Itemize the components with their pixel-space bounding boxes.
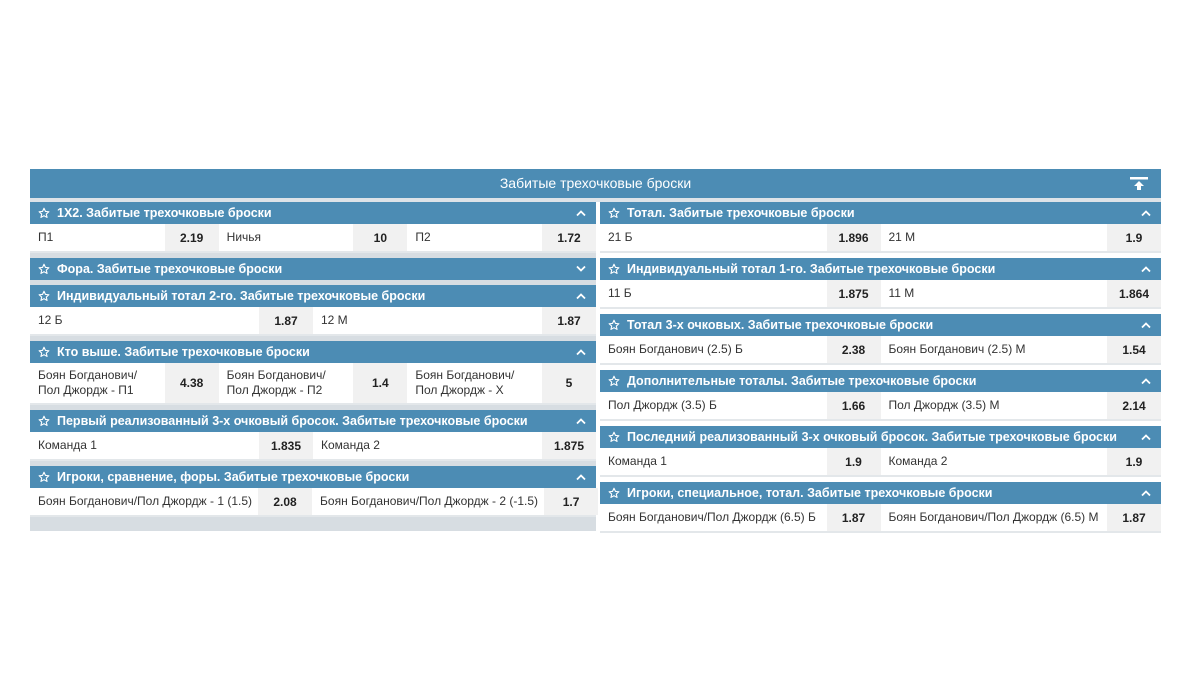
market-first-three	[30, 410, 596, 461]
odd-button[interactable]: 1.875	[542, 432, 596, 459]
outcome-label: П1	[38, 230, 54, 244]
market-header[interactable]	[30, 285, 596, 307]
outcome-label: Команда 2	[888, 454, 948, 468]
star-icon[interactable]	[38, 415, 50, 427]
market-title: Индивидуальный тотал 1-го. Забитые трехочковые броски	[627, 262, 996, 276]
market-header[interactable]	[30, 341, 596, 363]
outcome-label: Боян Богданович/Пол Джордж - X	[415, 368, 515, 397]
widget-title: Забитые трехочковые броски	[499, 175, 692, 191]
outcome-row	[600, 224, 1161, 253]
market-players-special-total	[600, 482, 1161, 533]
star-icon[interactable]	[38, 471, 50, 483]
odd-button[interactable]: 1.896	[827, 224, 881, 251]
market-title: Игроки, специальное, тотал. Забитые трехочковые броски	[627, 486, 993, 500]
odd-button[interactable]: 1.7	[544, 488, 598, 515]
star-icon[interactable]	[608, 487, 620, 499]
outcome-row	[30, 488, 596, 517]
market-title: Первый реализованный 3-х очковый бросок. Забитые трехочковые броски	[57, 414, 528, 428]
chevron-down-icon[interactable]	[576, 265, 586, 273]
star-icon[interactable]	[38, 263, 50, 275]
chevron-up-icon[interactable]	[576, 348, 586, 356]
chevron-up-icon[interactable]	[1141, 433, 1151, 441]
outcome-cell[interactable]	[600, 336, 881, 363]
odd-button[interactable]: 2.08	[258, 488, 312, 515]
odd-button[interactable]: 1.835	[259, 432, 313, 459]
outcome-row	[30, 224, 596, 253]
market-title: Игроки, сравнение, форы. Забитые трехочковые броски	[57, 470, 410, 484]
outcome-label: Боян Богданович/Пол Джордж (6.5) М	[888, 510, 1099, 524]
outcome-label: 11 Б	[608, 286, 632, 300]
market-last-three	[600, 426, 1161, 477]
market-title: Кто выше. Забитые трехочковые броски	[57, 345, 310, 359]
outcome-label: Команда 1	[38, 438, 97, 452]
outcome-row	[600, 392, 1161, 421]
market-additional-totals	[600, 370, 1161, 421]
outcome-cell[interactable]	[30, 224, 219, 251]
outcome-row	[30, 363, 596, 405]
outcome-row	[30, 307, 596, 336]
odd-button[interactable]: 1.72	[542, 224, 596, 251]
outcome-label: Боян Богданович (2.5) Б	[608, 342, 743, 356]
star-icon[interactable]	[608, 207, 620, 219]
odd-button[interactable]: 5	[542, 363, 596, 403]
outcome-cell[interactable]	[881, 448, 1162, 475]
right-column	[600, 202, 1161, 538]
chevron-up-icon[interactable]	[576, 417, 586, 425]
collapse-all-icon[interactable]	[1129, 176, 1149, 192]
chevron-up-icon[interactable]	[576, 209, 586, 217]
outcome-cell[interactable]	[30, 307, 313, 334]
market-header[interactable]	[600, 426, 1161, 448]
outcome-label: Команда 2	[321, 438, 380, 452]
outcome-cell[interactable]	[881, 504, 1162, 531]
chevron-up-icon[interactable]	[1141, 209, 1151, 217]
chevron-up-icon[interactable]	[1141, 377, 1151, 385]
outcome-label: Боян Богданович/Пол Джордж - 2 (-1.5)	[320, 494, 539, 508]
chevron-up-icon[interactable]	[576, 292, 586, 300]
odd-button[interactable]: 2.19	[165, 224, 219, 251]
odd-button[interactable]: 2.14	[1107, 392, 1161, 419]
outcome-label: Боян Богданович/Пол Джордж - 1 (1.5)	[38, 494, 253, 508]
market-handicap	[30, 258, 596, 280]
market-individual-total-2	[30, 285, 596, 336]
outcome-label: Боян Богданович/Пол Джордж - П1	[38, 368, 138, 397]
outcome-label: Пол Джордж (3.5) М	[888, 398, 1000, 412]
outcome-cell[interactable]	[312, 488, 598, 515]
odd-button[interactable]: 2.38	[827, 336, 881, 363]
outcome-row	[600, 448, 1161, 477]
outcome-label: 12 Б	[38, 313, 63, 327]
chevron-up-icon[interactable]	[1141, 321, 1151, 329]
star-icon[interactable]	[608, 431, 620, 443]
star-icon[interactable]	[608, 263, 620, 275]
outcome-row	[600, 280, 1161, 309]
market-header[interactable]	[30, 202, 596, 224]
odd-button[interactable]: 1.9	[1107, 448, 1161, 475]
odd-button[interactable]: 1.87	[1107, 504, 1161, 531]
outcome-cell[interactable]	[600, 392, 881, 419]
outcome-cell[interactable]	[313, 307, 596, 334]
outcome-row	[600, 336, 1161, 365]
outcome-cell[interactable]	[881, 280, 1162, 307]
outcome-row	[600, 504, 1161, 533]
market-three-point-total	[600, 314, 1161, 365]
market-title: Тотал. Забитые трехочковые броски	[627, 206, 855, 220]
market-total	[600, 202, 1161, 253]
market-title: Фора. Забитые трехочковые броски	[57, 262, 283, 276]
outcome-label: 21 Б	[608, 230, 633, 244]
outcome-cell[interactable]	[881, 336, 1162, 363]
outcome-label: Ничья	[226, 230, 262, 244]
star-icon[interactable]	[608, 319, 620, 331]
odd-button[interactable]: 1.9	[1107, 224, 1161, 251]
outcome-cell[interactable]	[219, 363, 408, 403]
market-header[interactable]	[600, 482, 1161, 504]
market-header[interactable]	[600, 202, 1161, 224]
star-icon[interactable]	[38, 346, 50, 358]
outcome-label: 11 М	[888, 286, 915, 300]
outcome-label: 21 М	[888, 230, 916, 244]
outcome-cell[interactable]	[313, 432, 596, 459]
market-header[interactable]	[600, 258, 1161, 280]
odd-button[interactable]: 1.864	[1107, 280, 1161, 307]
market-title: Тотал 3-х очковых. Забитые трехочковые броски	[627, 318, 934, 332]
market-title: Индивидуальный тотал 2-го. Забитые трехочковые броски	[57, 289, 426, 303]
odd-button[interactable]: 1.54	[1107, 336, 1161, 363]
outcome-cell[interactable]	[600, 448, 881, 475]
outcome-cell[interactable]	[600, 224, 881, 251]
market-header[interactable]	[600, 314, 1161, 336]
market-header[interactable]	[30, 410, 596, 432]
odd-button[interactable]: 1.875	[827, 280, 881, 307]
outcome-cell[interactable]	[30, 432, 313, 459]
star-icon[interactable]	[38, 207, 50, 219]
star-icon[interactable]	[608, 375, 620, 387]
star-icon[interactable]	[38, 290, 50, 302]
outcome-label: Боян Богданович/Пол Джордж - П2	[226, 368, 326, 397]
outcome-cell[interactable]	[881, 392, 1162, 419]
outcome-row	[30, 432, 596, 461]
market-title: 1X2. Забитые трехочковые броски	[57, 206, 272, 220]
odd-button[interactable]: 1.4	[353, 363, 407, 403]
outcome-cell[interactable]	[600, 280, 881, 307]
odd-button[interactable]: 10	[353, 224, 407, 251]
left-column	[30, 202, 596, 531]
outcome-cell[interactable]	[407, 363, 596, 403]
outcome-label: Боян Богданович (2.5) М	[888, 342, 1026, 356]
markets-widget	[30, 169, 1161, 538]
chevron-up-icon[interactable]	[576, 473, 586, 481]
outcome-cell[interactable]	[600, 504, 881, 531]
chevron-up-icon[interactable]	[1141, 489, 1151, 497]
outcome-cell[interactable]	[407, 224, 596, 251]
odd-button[interactable]: 4.38	[165, 363, 219, 403]
market-title: Последний реализованный 3-х очковый бросок. Забитые трехочковые броски	[627, 430, 1117, 444]
outcome-label: 12 М	[321, 313, 348, 327]
odd-button[interactable]: 1.66	[827, 392, 881, 419]
outcome-label: Боян Богданович/Пол Джордж (6.5) Б	[608, 510, 816, 524]
odd-button[interactable]: 1.87	[542, 307, 596, 334]
outcome-label: Пол Джордж (3.5) Б	[608, 398, 717, 412]
market-header[interactable]	[30, 258, 596, 280]
market-who-higher	[30, 341, 596, 405]
market-1x2	[30, 202, 596, 253]
market-header[interactable]	[600, 370, 1161, 392]
odd-button[interactable]: 1.87	[259, 307, 313, 334]
market-individual-total-1	[600, 258, 1161, 309]
market-header[interactable]	[30, 466, 596, 488]
outcome-cell[interactable]	[219, 224, 408, 251]
odd-button[interactable]: 1.9	[827, 448, 881, 475]
widget-title-bar	[30, 169, 1161, 202]
outcome-cell[interactable]	[30, 363, 219, 403]
outcome-label: Команда 1	[608, 454, 667, 468]
market-players-comparison	[30, 466, 596, 517]
market-title: Дополнительные тоталы. Забитые трехочковые броски	[627, 374, 977, 388]
outcome-cell[interactable]	[881, 224, 1162, 251]
outcome-label: П2	[415, 230, 431, 244]
chevron-up-icon[interactable]	[1141, 265, 1151, 273]
outcome-cell[interactable]	[30, 488, 312, 515]
odd-button[interactable]: 1.87	[827, 504, 881, 531]
